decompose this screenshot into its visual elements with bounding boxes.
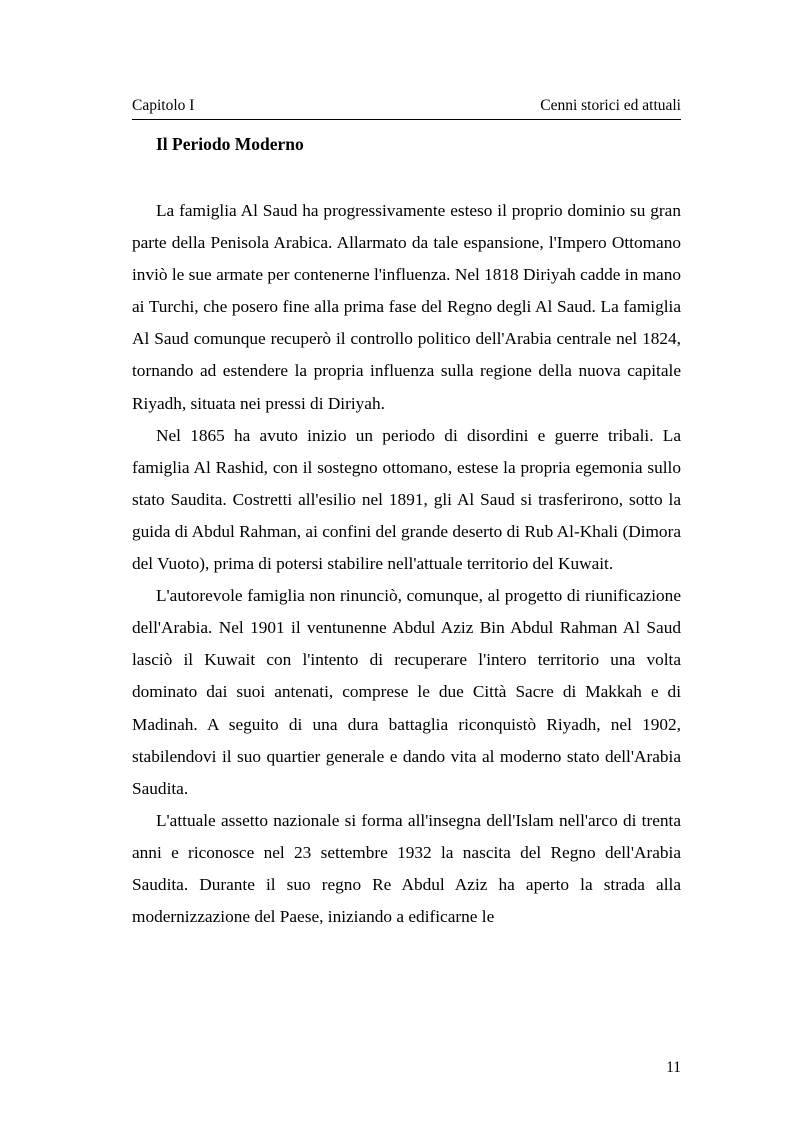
paragraph: L'attuale assetto nazionale si forma all'insegna dell'Islam nell'arco di trenta anni e riconosce nel 23 settembre 1932 la nascita del Regno dell'Arabia Saudita. Durante il suo regno Re Abdul Aziz ha aperto la strada alla modernizzazione del Paese, iniziando a edificarne le [132,810,681,927]
paragraph: La famiglia Al Saud ha progressivamente esteso il proprio dominio su gran parte della Penisola Arabica. Allarmato da tale espansione, l'Impero Ottomano inviò le sue armate per contenerne l'influenza. Nel 1818 Diriyah cadde in mano ai Turchi, che posero fine alla prima fase del Regno degli Al Saud. La famiglia Al Saud comunque recuperò il controllo politico dell'Arabia centrale nel 1824, tornando ad estendere la propria influenza sulla regione della nuova capitale Riyadh, situata nei pressi di Diriyah. [132,201,681,413]
header-divider [132,119,681,120]
section-heading: Il Periodo Moderno [156,134,304,154]
body-text [132,195,681,933]
chapter-title: Cenni storici ed attuali [540,97,681,114]
chapter-label: Capitolo I [132,97,195,114]
page-number: 11 [666,1059,681,1076]
paragraph: Nel 1865 ha avuto inizio un periodo di disordini e guerre tribali. La famiglia Al Rashid, con il sostegno ottomano, estese la propria egemonia sullo stato Saudita. Costretti all'esilio nel 1891, gli Al Saud si trasferirono, sotto la guida di Abdul Rahman, ai confini del grande deserto di Rub Al-Khali (Dimora del Vuoto), prima di potersi stabilire nell'attuale territorio del Kuwait. [132,425,681,574]
paragraph: L'autorevole famiglia non rinunciò, comunque, al progetto di riunificazione dell'Arabia. Nel 1901 il ventunenne Abdul Aziz Bin Abdul Rahman Al Saud lasciò il Kuwait con l'intento di recuperare l'intero territorio una volta dominato dai suoi antenati, comprese le due Città Sacre di Makkah e di Madinah. A seguito di una dura battaglia riconquistò Riyadh, nel 1902, stabilendovi il suo quartier generale e dando vita al moderno stato dell'Arabia Saudita. [132,586,681,798]
running-header [132,96,681,116]
